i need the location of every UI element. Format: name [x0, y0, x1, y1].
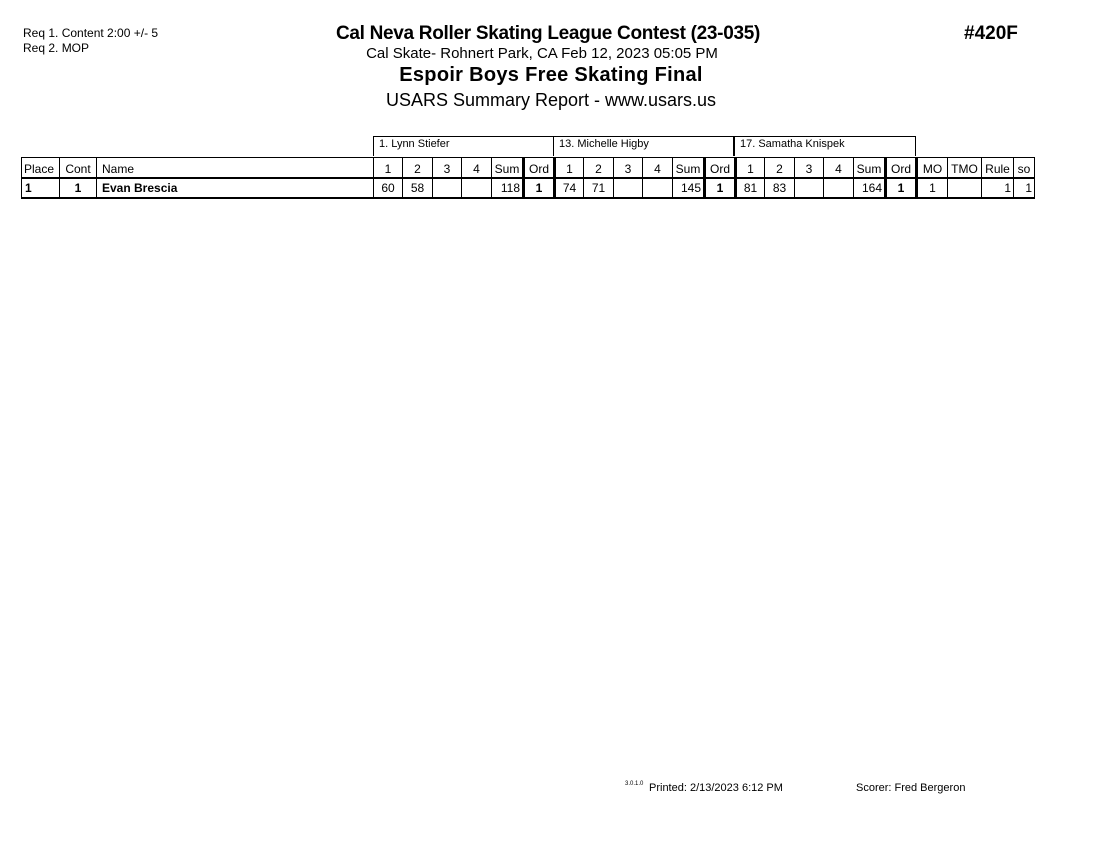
j1-ord-header: Ord — [524, 158, 555, 178]
j2-score2: 71 — [584, 178, 614, 198]
j3-score2-header: 2 — [765, 158, 795, 178]
requirement-2: Req 2. MOP — [23, 41, 90, 55]
skater-name: Evan Brescia — [97, 178, 374, 198]
mo-header: MO — [917, 158, 948, 178]
judge-2-header: 13. Michelle Higby — [553, 136, 734, 156]
j1-score2-header: 2 — [403, 158, 433, 178]
j2-ord: 1 — [705, 178, 736, 198]
j3-score3-header: 3 — [795, 158, 824, 178]
j1-score1: 60 — [374, 178, 403, 198]
j3-sum: 164 — [854, 178, 886, 198]
cont-header: Cont — [60, 158, 97, 178]
j3-score3 — [795, 178, 824, 198]
j1-sum: 118 — [492, 178, 524, 198]
mo-cell: 1 — [917, 178, 948, 198]
j3-score1-header: 1 — [736, 158, 765, 178]
j1-sum-header: Sum — [492, 158, 524, 178]
j3-ord-header: Ord — [886, 158, 917, 178]
j1-score4-header: 4 — [462, 158, 492, 178]
name-header: Name — [97, 158, 374, 178]
j2-score1-header: 1 — [555, 158, 584, 178]
event-number: #420F — [964, 23, 1018, 44]
j3-sum-header: Sum — [854, 158, 886, 178]
j1-score3 — [433, 178, 462, 198]
j2-ord-header: Ord — [705, 158, 736, 178]
contest-location: Cal Skate- Rohnert Park, CA Feb 12, 2023 05:05 PM — [366, 45, 718, 62]
j1-score3-header: 3 — [433, 158, 462, 178]
cont-cell: 1 — [60, 178, 97, 198]
j2-sum: 145 — [673, 178, 705, 198]
j1-ord: 1 — [524, 178, 555, 198]
rule-header: Rule — [982, 158, 1014, 178]
printed-timestamp: Printed: 2/13/2023 6:12 PM — [649, 782, 783, 794]
j2-score4-header: 4 — [643, 158, 673, 178]
j2-score3-header: 3 — [614, 158, 643, 178]
j2-score3 — [614, 178, 643, 198]
j3-score4 — [824, 178, 854, 198]
j1-score4 — [462, 178, 492, 198]
table-row — [22, 178, 1035, 198]
requirement-1: Req 1. Content 2:00 +/- 5 — [23, 26, 159, 40]
report-title: USARS Summary Report - www.usars.us — [385, 90, 717, 110]
judge-1-header: 1. Lynn Stiefer — [373, 136, 554, 156]
so-header: so — [1014, 158, 1035, 178]
so-cell: 1 — [1014, 178, 1035, 198]
j2-score2-header: 2 — [584, 158, 614, 178]
table-header-row — [22, 158, 1035, 178]
j3-ord: 1 — [886, 178, 917, 198]
place-header: Place — [22, 158, 60, 178]
j3-score1: 81 — [736, 178, 765, 198]
j2-score4 — [643, 178, 673, 198]
event-title: Espoir Boys Free Skating Final — [399, 64, 703, 86]
tmo-header: TMO — [948, 158, 982, 178]
j3-score4-header: 4 — [824, 158, 854, 178]
judge-3-header: 17. Samatha Knispek — [734, 136, 916, 156]
j2-sum-header: Sum — [673, 158, 705, 178]
tmo-cell — [948, 178, 982, 198]
rule-cell: 1 — [982, 178, 1014, 198]
results-table — [21, 157, 1035, 199]
j2-score1: 74 — [555, 178, 584, 198]
j1-score1-header: 1 — [374, 158, 403, 178]
software-version: 3.0.1.0 — [625, 781, 644, 787]
scorer-name: Scorer: Fred Bergeron — [856, 782, 966, 794]
place-cell: 1 — [22, 178, 60, 198]
contest-title: Cal Neva Roller Skating League Contest (23-035) — [335, 23, 761, 44]
j3-score2: 83 — [765, 178, 795, 198]
j1-score2: 58 — [403, 178, 433, 198]
